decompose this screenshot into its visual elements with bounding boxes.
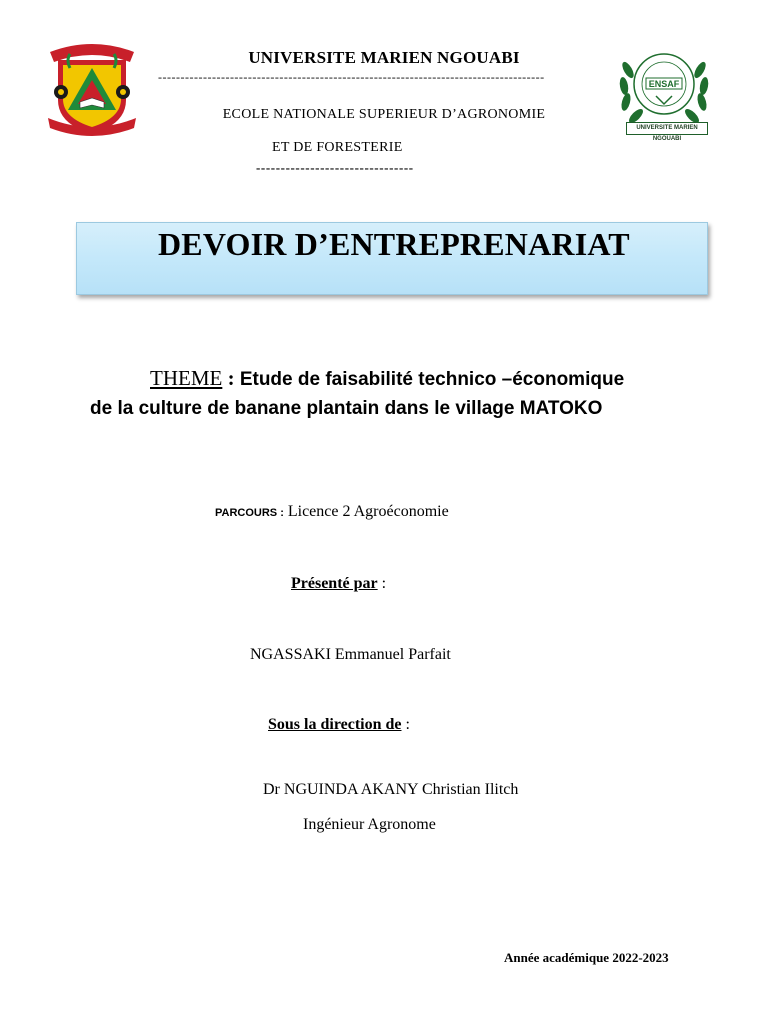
parcours-label: PARCOURS : [215,507,284,519]
parcours-value: Licence 2 Agroéconomie [287,503,449,520]
theme-colon: : [222,366,235,390]
author-name: NGASSAKI Emmanuel Parfait [250,646,451,663]
parcours-line [215,503,449,521]
header-separator-long: -------------------------------------------------------------------------------------- [158,70,545,84]
ensaf-acronym: ENSAF [648,79,680,89]
direction-colon: : [401,716,410,733]
ensaf-emblem-label: UNIVERSITE MARIEN NGOUABI [626,122,708,135]
supervisor-name: Dr NGUINDA AKANY Christian Ilitch [263,781,519,798]
theme-text-line1: Etude de faisabilité technico –économique [239,369,625,390]
direction-label: Sous la direction de [268,716,402,733]
document-title: DEVOIR D’ENTREPRENARIAT [158,226,630,262]
theme-text-line2: de la culture de banane plantain dans le village MATOKO [90,398,603,419]
direction-line [268,716,410,734]
supervisor-role: Ingénieur Agronome [303,816,436,833]
theme-line1 [150,366,624,391]
header-separator-short: -------------------------------- [256,160,414,175]
presented-by-colon: : [377,575,387,592]
school-name-line2: ET DE FORESTERIE [272,140,403,155]
presented-by-label: Présenté par [291,575,378,592]
academic-year: Année académique 2022-2023 [504,950,669,965]
presented-by-line [291,575,386,593]
school-name-line1: ECOLE NATIONALE SUPERIEUR D’AGRONOMIE [222,107,546,122]
theme-label: THEME [150,366,223,390]
university-name: UNIVERSITE MARIEN NGOUABI [248,48,520,67]
